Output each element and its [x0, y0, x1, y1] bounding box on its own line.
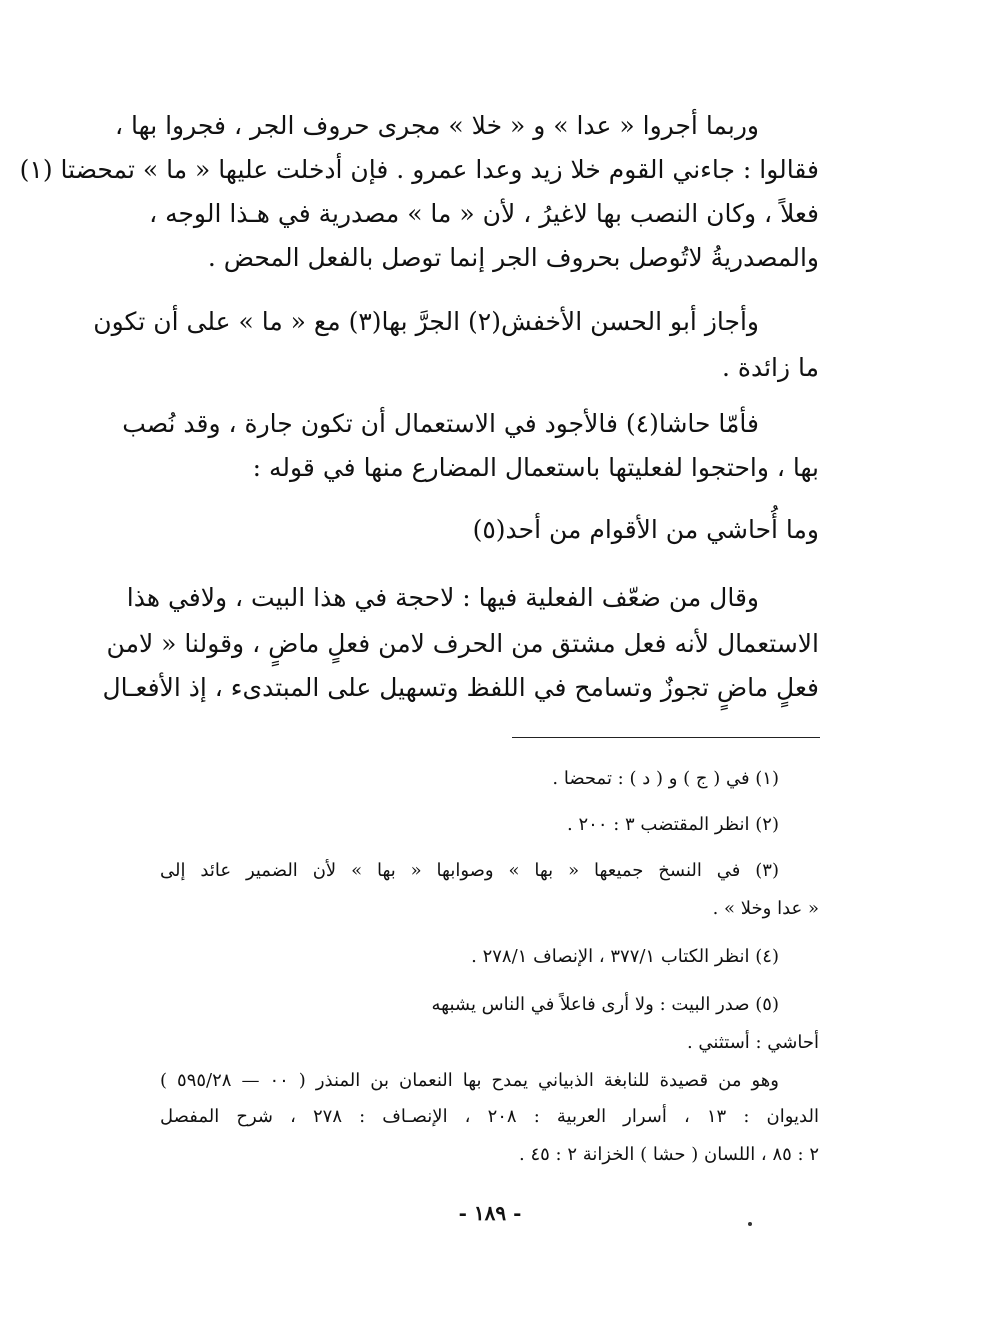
body-line-10: الاستعمال لأنه فعل مشتق من الحرف لامن فعلٍ ماضٍ ، وقولنا « لامن [106, 629, 819, 658]
body-line-9: وقال من ضعّف الفعلية فيها : لاحجة في هذا البيت ، ولافي هذا [126, 583, 759, 612]
body-line-4: والمصدريةُ لاتُوصل بحروف الجر إنما توصل بالفعل المحض . [207, 243, 819, 272]
footnote-1: (١) في ( ج ) و ( د ) : تمحضا . [552, 768, 779, 789]
body-line-1: وربما أجروا « عدا » و « خلا » مجرى حروف الجر ، فجروا بها ، [115, 111, 759, 140]
body-line-2: فقالوا : جاءني القوم خلا زيد وعدا عمرو . فإن أدخلت عليها « ما » تمحضتا (١) [19, 155, 819, 184]
footnote-separator [512, 737, 820, 738]
body-line-6: ما زائدة . [721, 353, 819, 382]
body-line-11: فعلٍ ماضٍ تجوزٌ وتسامح في اللفظ وتسهيل على المبتدىء ، إذ الأفعـال [102, 673, 819, 702]
footnote-2: (٢) انظر المقتضب ٣ : ٢٠٠ . [567, 814, 779, 835]
verse-line: وما أُحاشي من الأقوام من أحد(٥) [472, 515, 819, 544]
footnote-6-line-3: ٢ : ٨٥ ، اللسان ( حشا ) الخزانة ٢ : ٤٥ . [519, 1144, 819, 1165]
body-line-7: فأمّا حاشا(٤) فالأجود في الاستعمال أن تكون جارة ، وقد نُصب [122, 409, 759, 438]
ink-dot [748, 1222, 752, 1226]
footnote-3-line-2: « عدا وخلا » . [712, 898, 819, 919]
footnote-4: (٤) انظر الكتاب ٣٧٧/١ ، الإنصاف ٢٧٨/١ . [471, 946, 779, 967]
body-line-3: فعلاً ، وكان النصب بها لاغيرُ ، لأن « ما » مصدرية في هـذا الوجه ، [149, 199, 819, 228]
footnote-3-line-1: (٣) في النسخ جميعها « بها » وصوابها « بها » لأن الضمير عائد إلى [160, 860, 779, 881]
footnote-6-line-2: الديوان : ١٣ ، أسرار العربية : ٢٠٨ ، الإنصـاف : ٢٧٨ ، شرح المفصل [160, 1106, 819, 1127]
body-line-5: وأجاز أبو الحسن الأخفش(٢) الجرَّ بها(٣) مع « ما » على أن تكون [93, 307, 759, 336]
footnote-6-line-1: وهو من قصيدة للنابغة الذبياني يمدح بها النعمان بن المنذر ( ٠٠ — ٥٩٥/٢٨ ) [160, 1070, 779, 1091]
footnote-5-line-1: (٥) صدر البيت : ولا أرى فاعلاً في الناس يشبهه [431, 994, 779, 1015]
page-number: - ١٨٩ - [458, 1201, 522, 1225]
footnote-5-line-2: أحاشي : أستثني . [686, 1032, 819, 1053]
body-line-8: بها ، واحتجوا لفعليتها باستعمال المضارع منها في قوله : [252, 453, 819, 482]
